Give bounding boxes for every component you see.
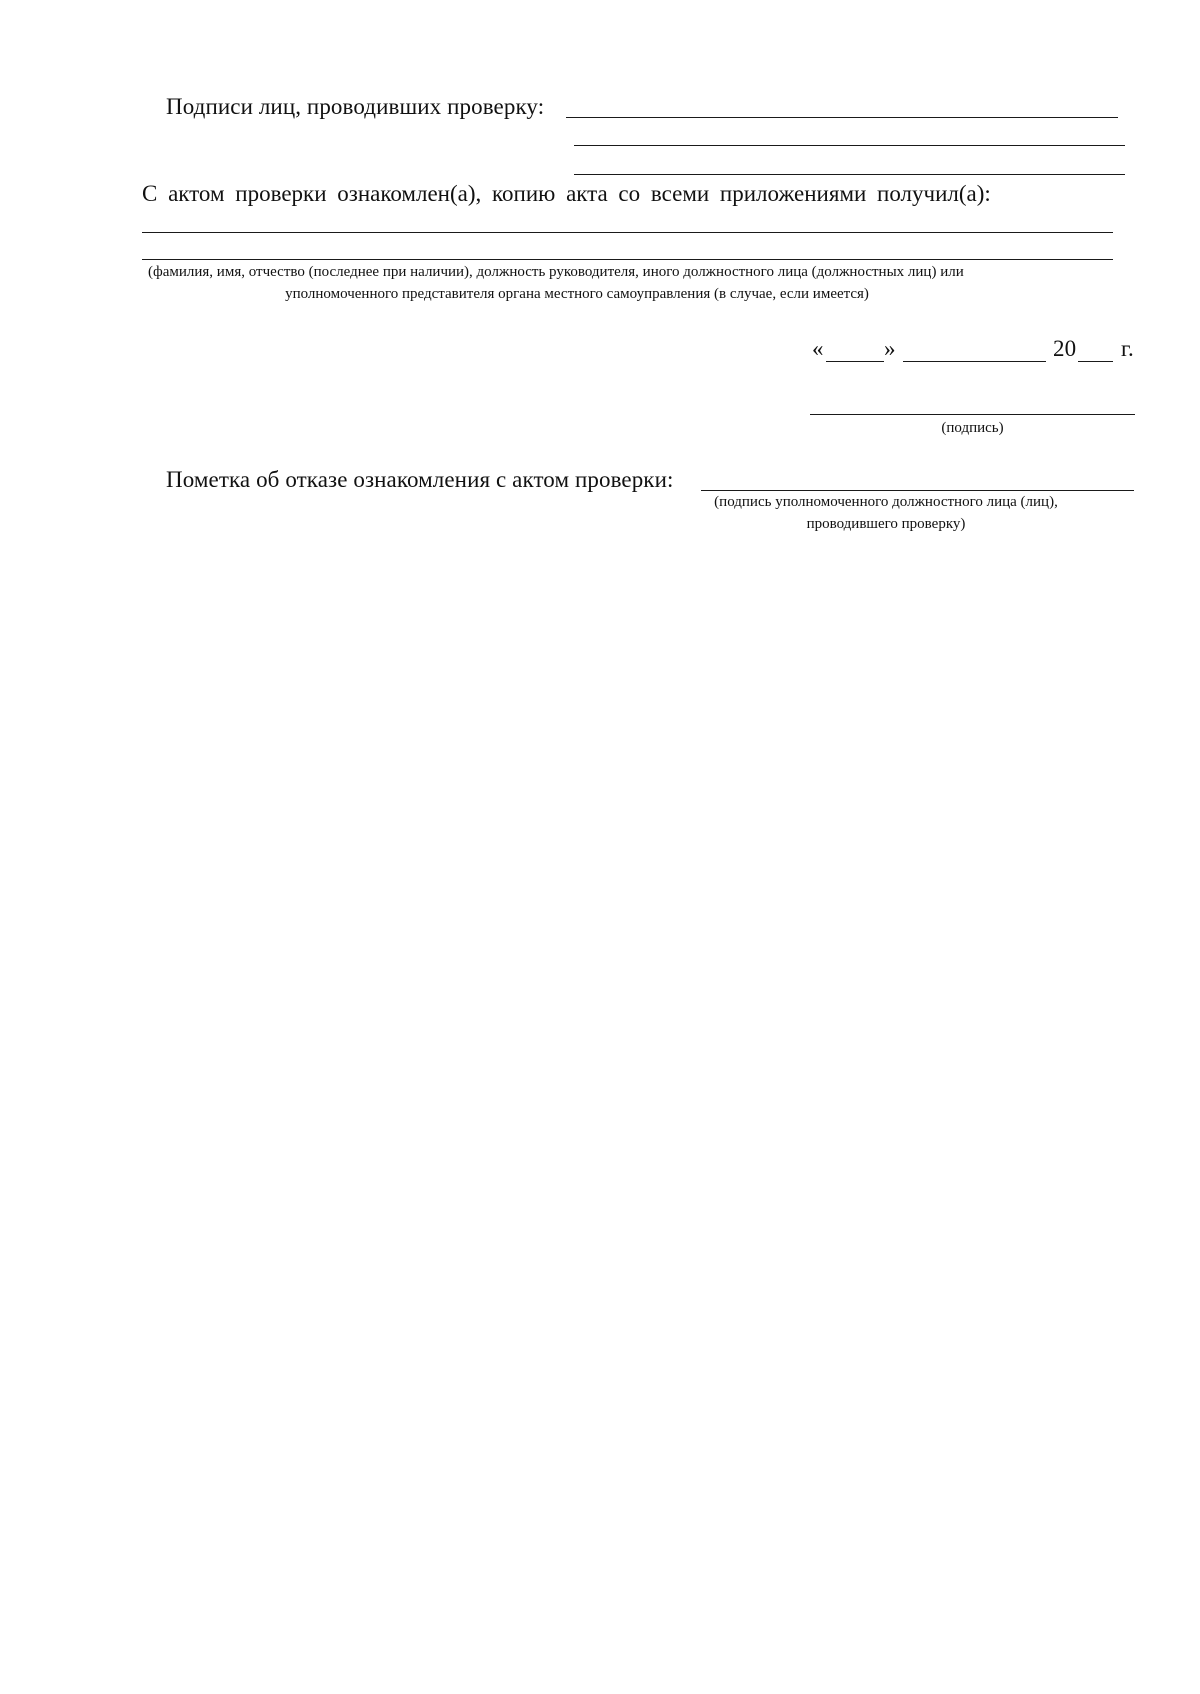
date-open-quote: « bbox=[812, 336, 824, 361]
signature-line-3[interactable] bbox=[574, 174, 1125, 175]
signature-line[interactable] bbox=[810, 414, 1135, 415]
refusal-label: Пометка об отказе ознакомления с актом проверки: bbox=[166, 467, 674, 492]
date-year-suffix: г. bbox=[1121, 336, 1134, 361]
person-caption-line-2: уполномоченного представителя органа местного самоуправления (в случае, если имеется) bbox=[285, 286, 869, 302]
person-caption-line-1: (фамилия, имя, отчество (последнее при наличии), должность руководителя, иного должностного лица (должностных лиц) или bbox=[148, 264, 964, 280]
date-month-line[interactable] bbox=[903, 361, 1046, 362]
person-line-1[interactable] bbox=[142, 232, 1113, 233]
signature-caption: (подпись) bbox=[941, 420, 1004, 436]
refusal-caption-line-1: (подпись уполномоченного должностного лица (лиц), bbox=[714, 494, 1058, 510]
refusal-caption-line-2: проводившего проверку) bbox=[806, 516, 966, 532]
date-day-line[interactable] bbox=[826, 361, 884, 362]
date-close-quote: » bbox=[884, 336, 896, 361]
date-century: 20 bbox=[1053, 336, 1077, 361]
signatures-label: Подписи лиц, проводивших проверку: bbox=[166, 94, 545, 119]
person-line-2[interactable] bbox=[142, 259, 1113, 260]
acknowledgement-text: С актом проверки ознакомлен(а), копию акта со всеми приложениями получил(а): bbox=[142, 181, 991, 206]
date-year-line[interactable] bbox=[1078, 361, 1113, 362]
signature-line-2[interactable] bbox=[574, 145, 1125, 146]
signature-line-1[interactable] bbox=[566, 117, 1118, 118]
refusal-signature-line[interactable] bbox=[701, 490, 1134, 491]
